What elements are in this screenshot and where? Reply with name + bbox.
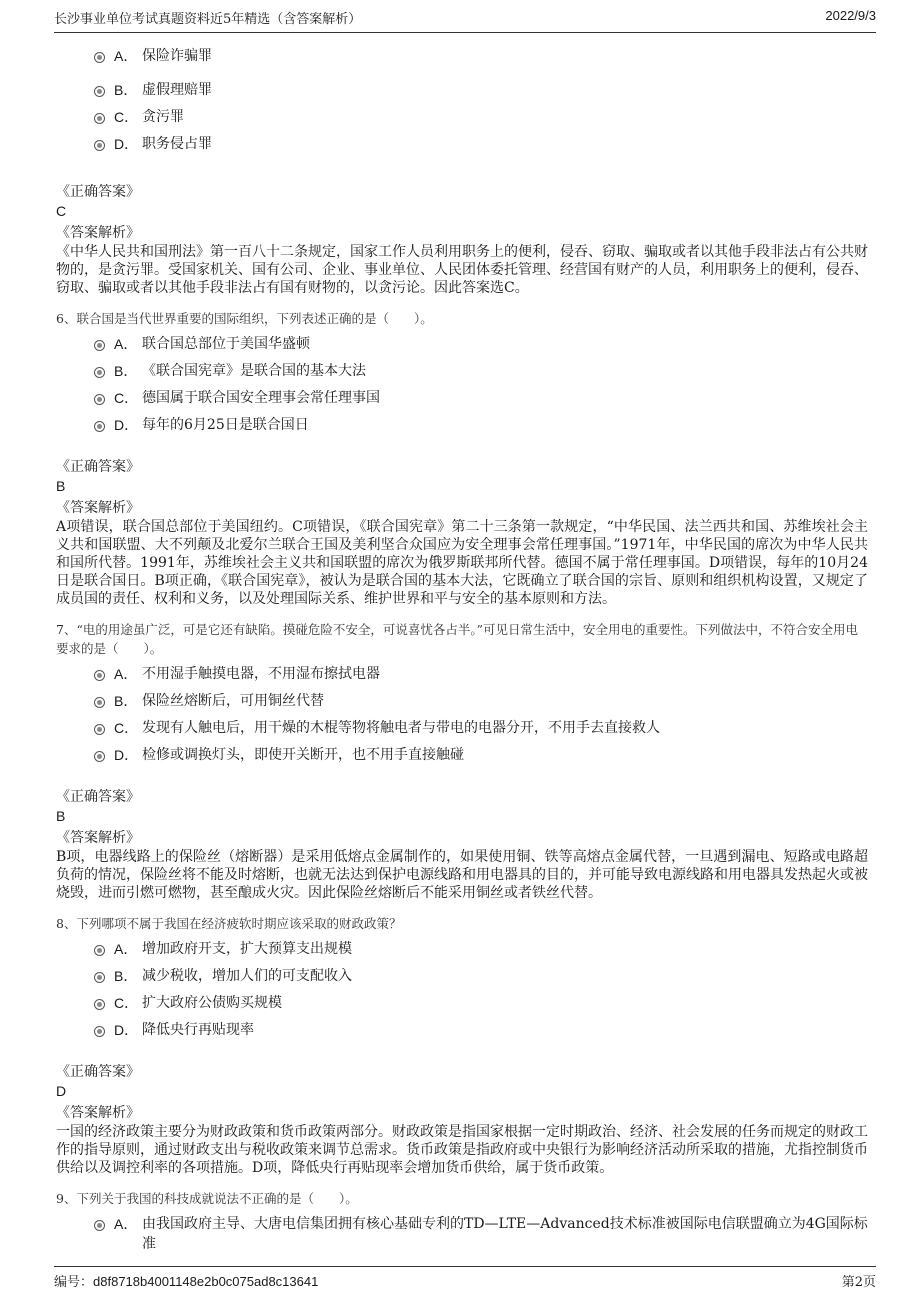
- q9-options: [94, 1214, 868, 1254]
- q5-option-a[interactable]: A． 保险诈骗罪: [94, 46, 868, 66]
- q6-answer-label: 《正确答案》: [56, 459, 140, 475]
- radio-icon[interactable]: [94, 945, 105, 956]
- page-header: [54, 8, 876, 33]
- q7-answer: B: [56, 808, 66, 824]
- q7-analysis: B项，电器线路上的保险丝（熔断器）是采用低熔点金属制作的，如果使用铜、铁等高熔点金属代替，一旦遇到漏电、短路或电路超负荷的情况，保险丝将不能及时熔断，也就无法达到保护电源线路和用电器具的目的，并可能导致电源线路和用电器具发热起火或被烧毁，进而引燃可燃物，甚至酿成火灾。因此保险丝熔断后不能采用铜丝或者铁丝代替。: [56, 849, 868, 901]
- page-footer: [54, 1266, 876, 1290]
- radio-icon[interactable]: [94, 394, 105, 405]
- document-body: [56, 46, 868, 1261]
- q5-options: [94, 46, 868, 154]
- document-title: 长沙事业单位考试真题资料近5年精选（含答案解析）: [54, 12, 362, 27]
- q5-answer: C: [56, 203, 67, 219]
- page-number: 第2页: [841, 1275, 876, 1290]
- radio-icon[interactable]: [94, 1220, 105, 1231]
- q5-option-b[interactable]: B． 虚假理赔罪: [94, 80, 868, 100]
- q7-analysis-label: 《答案解析》: [56, 830, 140, 846]
- radio-icon[interactable]: [94, 999, 105, 1010]
- radio-icon[interactable]: [94, 340, 105, 351]
- document-code: [54, 1271, 318, 1290]
- radio-icon[interactable]: [94, 1026, 105, 1037]
- q7-option-d[interactable]: D． 检修或调换灯头，即使开关断开，也不用手直接触碰: [94, 745, 868, 765]
- q7-question: 7、“电的用途虽广泛，可是它还有缺陷。摸碰危险不安全，可说喜忧各占半。”可见日常生活中，安全用电的重要性。下列做法中，不符合安全用电要求的是（ ）。: [56, 622, 858, 656]
- radio-icon[interactable]: [94, 140, 105, 151]
- q9-option-a[interactable]: A． 由我国政府主导、大唐电信集团拥有核心基础专利的TD—LTE—Advanced技术标准被国际电信联盟确立为4G国际标准: [94, 1214, 868, 1254]
- q6-analysis: A项错误，联合国总部位于美国纽约。C项错误，《联合国宪章》第二十三条第一款规定，“中华民国、法兰西共和国、苏维埃社会主义共和国联盟、大不列颠及北爱尔兰联合王国及美利坚合众国应为安全理事会常任理事国。”1971年，中华民国的席次为中华人民共和国所代替。1991年，苏维埃社会主义共和国联盟的席次为俄罗斯联邦所代替。德国不属于常任理事国。D项错误，每年的10月24日是联合国日。B项正确，《联合国宪章》，被认为是联合国的基本大法，它既确立了联合国的宗旨、原则和组织机构设置，又规定了成员国的责任、权利和义务，以及处理国际关系、维护世界和平与安全的基本原则和方法。: [56, 519, 868, 607]
- q6-question: 6、联合国是当代世界重要的国际组织，下列表述正确的是（ ）。: [56, 311, 433, 326]
- q7-answer-label: 《正确答案》: [56, 789, 140, 805]
- q7-options: [94, 664, 868, 765]
- document-code-value: d8f8718b4001148e2b0c075ad8c13641: [93, 1274, 319, 1289]
- q6-options: [94, 334, 868, 435]
- q8-option-a[interactable]: A． 增加政府开支，扩大预算支出规模: [94, 939, 868, 959]
- q7-option-b[interactable]: B． 保险丝熔断后，可用铜丝代替: [94, 691, 868, 711]
- radio-icon[interactable]: [94, 751, 105, 762]
- q5-option-d[interactable]: D． 职务侵占罪: [94, 134, 868, 154]
- q6-option-a[interactable]: A． 联合国总部位于美国华盛顿: [94, 334, 868, 354]
- q8-option-d[interactable]: D． 降低央行再贴现率: [94, 1020, 868, 1040]
- radio-icon[interactable]: [94, 52, 105, 63]
- q9-question: 9、下列关于我国的科技成就说法不正确的是（ ）。: [56, 1191, 358, 1206]
- q5-option-c[interactable]: C． 贪污罪: [94, 107, 868, 127]
- document-code-label: 编号：: [54, 1275, 94, 1290]
- q8-option-b[interactable]: B． 减少税收，增加人们的可支配收入: [94, 966, 868, 986]
- q8-analysis: 一国的经济政策主要分为财政政策和货币政策两部分。财政政策是指国家根据一定时期政治、经济、社会发展的任务而规定的财政工作的指导原则，通过财政支出与税收政策来调节总需求。货币政策是指政府或中央银行为影响经济活动所采取的措施，尤指控制货币供给以及调控利率的各项措施。D项，降低央行再贴现率会增加货币供给，属于货币政策。: [56, 1124, 868, 1176]
- q6-option-b[interactable]: B． 《联合国宪章》是联合国的基本大法: [94, 361, 868, 381]
- radio-icon[interactable]: [94, 697, 105, 708]
- radio-icon[interactable]: [94, 421, 105, 432]
- radio-icon[interactable]: [94, 113, 105, 124]
- q6-analysis-label: 《答案解析》: [56, 500, 140, 516]
- radio-icon[interactable]: [94, 724, 105, 735]
- q6-option-c[interactable]: C． 德国属于联合国安全理事会常任理事国: [94, 388, 868, 408]
- q8-option-c[interactable]: C． 扩大政府公债购买规模: [94, 993, 868, 1013]
- radio-icon[interactable]: [94, 972, 105, 983]
- radio-icon[interactable]: [94, 367, 105, 378]
- q5-answer-label: 《正确答案》: [56, 184, 140, 200]
- q7-option-c[interactable]: C． 发现有人触电后，用干燥的木棍等物将触电者与带电的电器分开，不用手去直接救人: [94, 718, 868, 738]
- q8-question: 8、下列哪项不属于我国在经济疲软时期应该采取的财政政策？: [56, 916, 402, 931]
- radio-icon[interactable]: [94, 670, 105, 681]
- q8-options: [94, 939, 868, 1040]
- q5-analysis-label: 《答案解析》: [56, 225, 140, 241]
- radio-icon[interactable]: [94, 86, 105, 97]
- q5-analysis: 《中华人民共和国刑法》第一百八十二条规定，国家工作人员利用职务上的便利，侵吞、窃取、骗取或者以其他手段非法占有公共财物的，是贪污罪。受国家机关、国有公司、企业、事业单位、人民团体委托管理、经营国有财产的人员，利用职务上的便利，侵吞、窃取、骗取或者以其他手段非法占有国有财物的，以贪污论。因此答案选C。: [56, 244, 868, 296]
- q6-answer: B: [56, 478, 66, 494]
- q8-answer-label: 《正确答案》: [56, 1064, 140, 1080]
- q6-option-d[interactable]: D． 每年的6月25日是联合国日: [94, 415, 868, 435]
- header-date: 2022/9/3: [825, 8, 876, 23]
- q8-analysis-label: 《答案解析》: [56, 1105, 140, 1121]
- q8-answer: D: [56, 1083, 67, 1099]
- q7-option-a[interactable]: A． 不用湿手触摸电器，不用湿布擦拭电器: [94, 664, 868, 684]
